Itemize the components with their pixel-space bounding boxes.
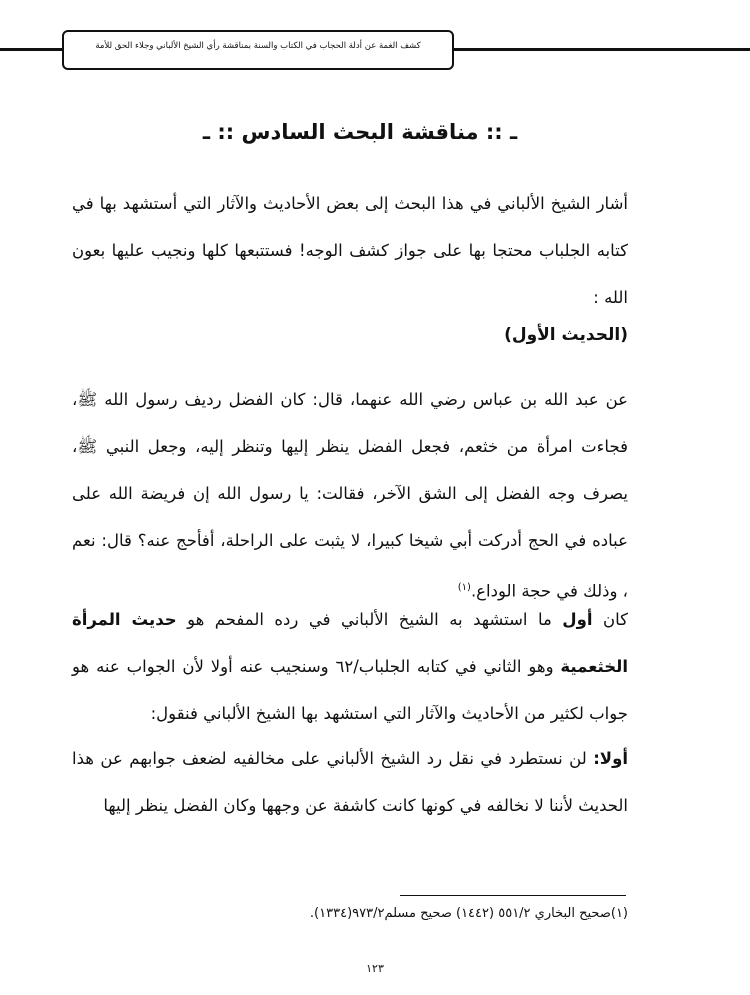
hadith-paragraph	[72, 376, 628, 615]
page-number: ١٢٣	[366, 962, 384, 975]
running-title: كشف الغمة عن أدلة الحجاب في الكتاب والسنة بمناقشة رأي الشيخ الألباني وجلاء الحق للأمة	[95, 41, 421, 51]
header-frame	[62, 30, 454, 70]
discussion-text-1: كان	[592, 610, 628, 629]
header-rule-right	[452, 48, 750, 51]
footnote-separator	[400, 895, 626, 896]
section-heading: (الحديث الأول)	[504, 325, 628, 345]
discussion-text-3: وهو الثاني في كتابه الجلباب/٦٢ وسنجيب عنه أولا لأن الجواب عنه هو جواب لكثير من الأحاديث والآثار التي استشهد بها الشيخ الألباني فنقول:	[72, 657, 628, 723]
intro-paragraph: أشار الشيخ الألباني في هذا البحث إلى بعض الأحاديث والآثار التي أستشهد بها في كتابه الجلباب محتجا بها على جواز كشف الوجه! فستتبعها كلها ونجيب عليها بعون الله :	[72, 194, 628, 307]
first-point-text: لن نستطرد في نقل رد الشيخ الألباني على مخالفيه لضعف جوابهم عن هذا الحديث لأننا لا نخالفه في كونها كانت كاشفة عن وجهها وكان الفضل ينظر إليها	[72, 749, 628, 815]
footnote-reference: (١)	[457, 582, 471, 593]
running-header	[0, 30, 750, 72]
first-point-label: أولا:	[593, 749, 628, 768]
discussion-emphasis-first: أول	[562, 610, 593, 629]
page-title: ـ :: مناقشة البحث السادس :: ـ	[202, 120, 518, 144]
footnote: (١)صحيح البخاري ٥٥١/٢ (١٤٤٢) صحيح مسلم٩٧٣/٢(١٣٣٤).	[309, 906, 628, 921]
hadith-text: عن عبد الله بن عباس رضي الله عنهما، قال: كان الفضل رديف رسول الله ﷺ، فجاءت امرأة من خثعم، فجعل الفضل ينظر إليها وتنظر إليه، وجعل النبي ﷺ، يصرف وجه الفضل إلى الشق الآخر، فقالت: يا رسول الله إن فريضة الله على عباده في الحج أدركت أبي شيخا كبيرا، لا يثبت على الراحلة، أفأحج عنه؟ قال: نعم ، وذلك في حجة الوداع.	[72, 390, 628, 601]
discussion-paragraph	[72, 596, 628, 737]
header-rule-left	[0, 48, 62, 51]
first-point-paragraph	[72, 735, 628, 829]
discussion-text-2: ما استشهد به الشيخ الألباني في رده المفحم هو	[176, 610, 563, 629]
discussion-emphasis-hadith: حديث المرأة الخثعمية	[72, 610, 628, 676]
